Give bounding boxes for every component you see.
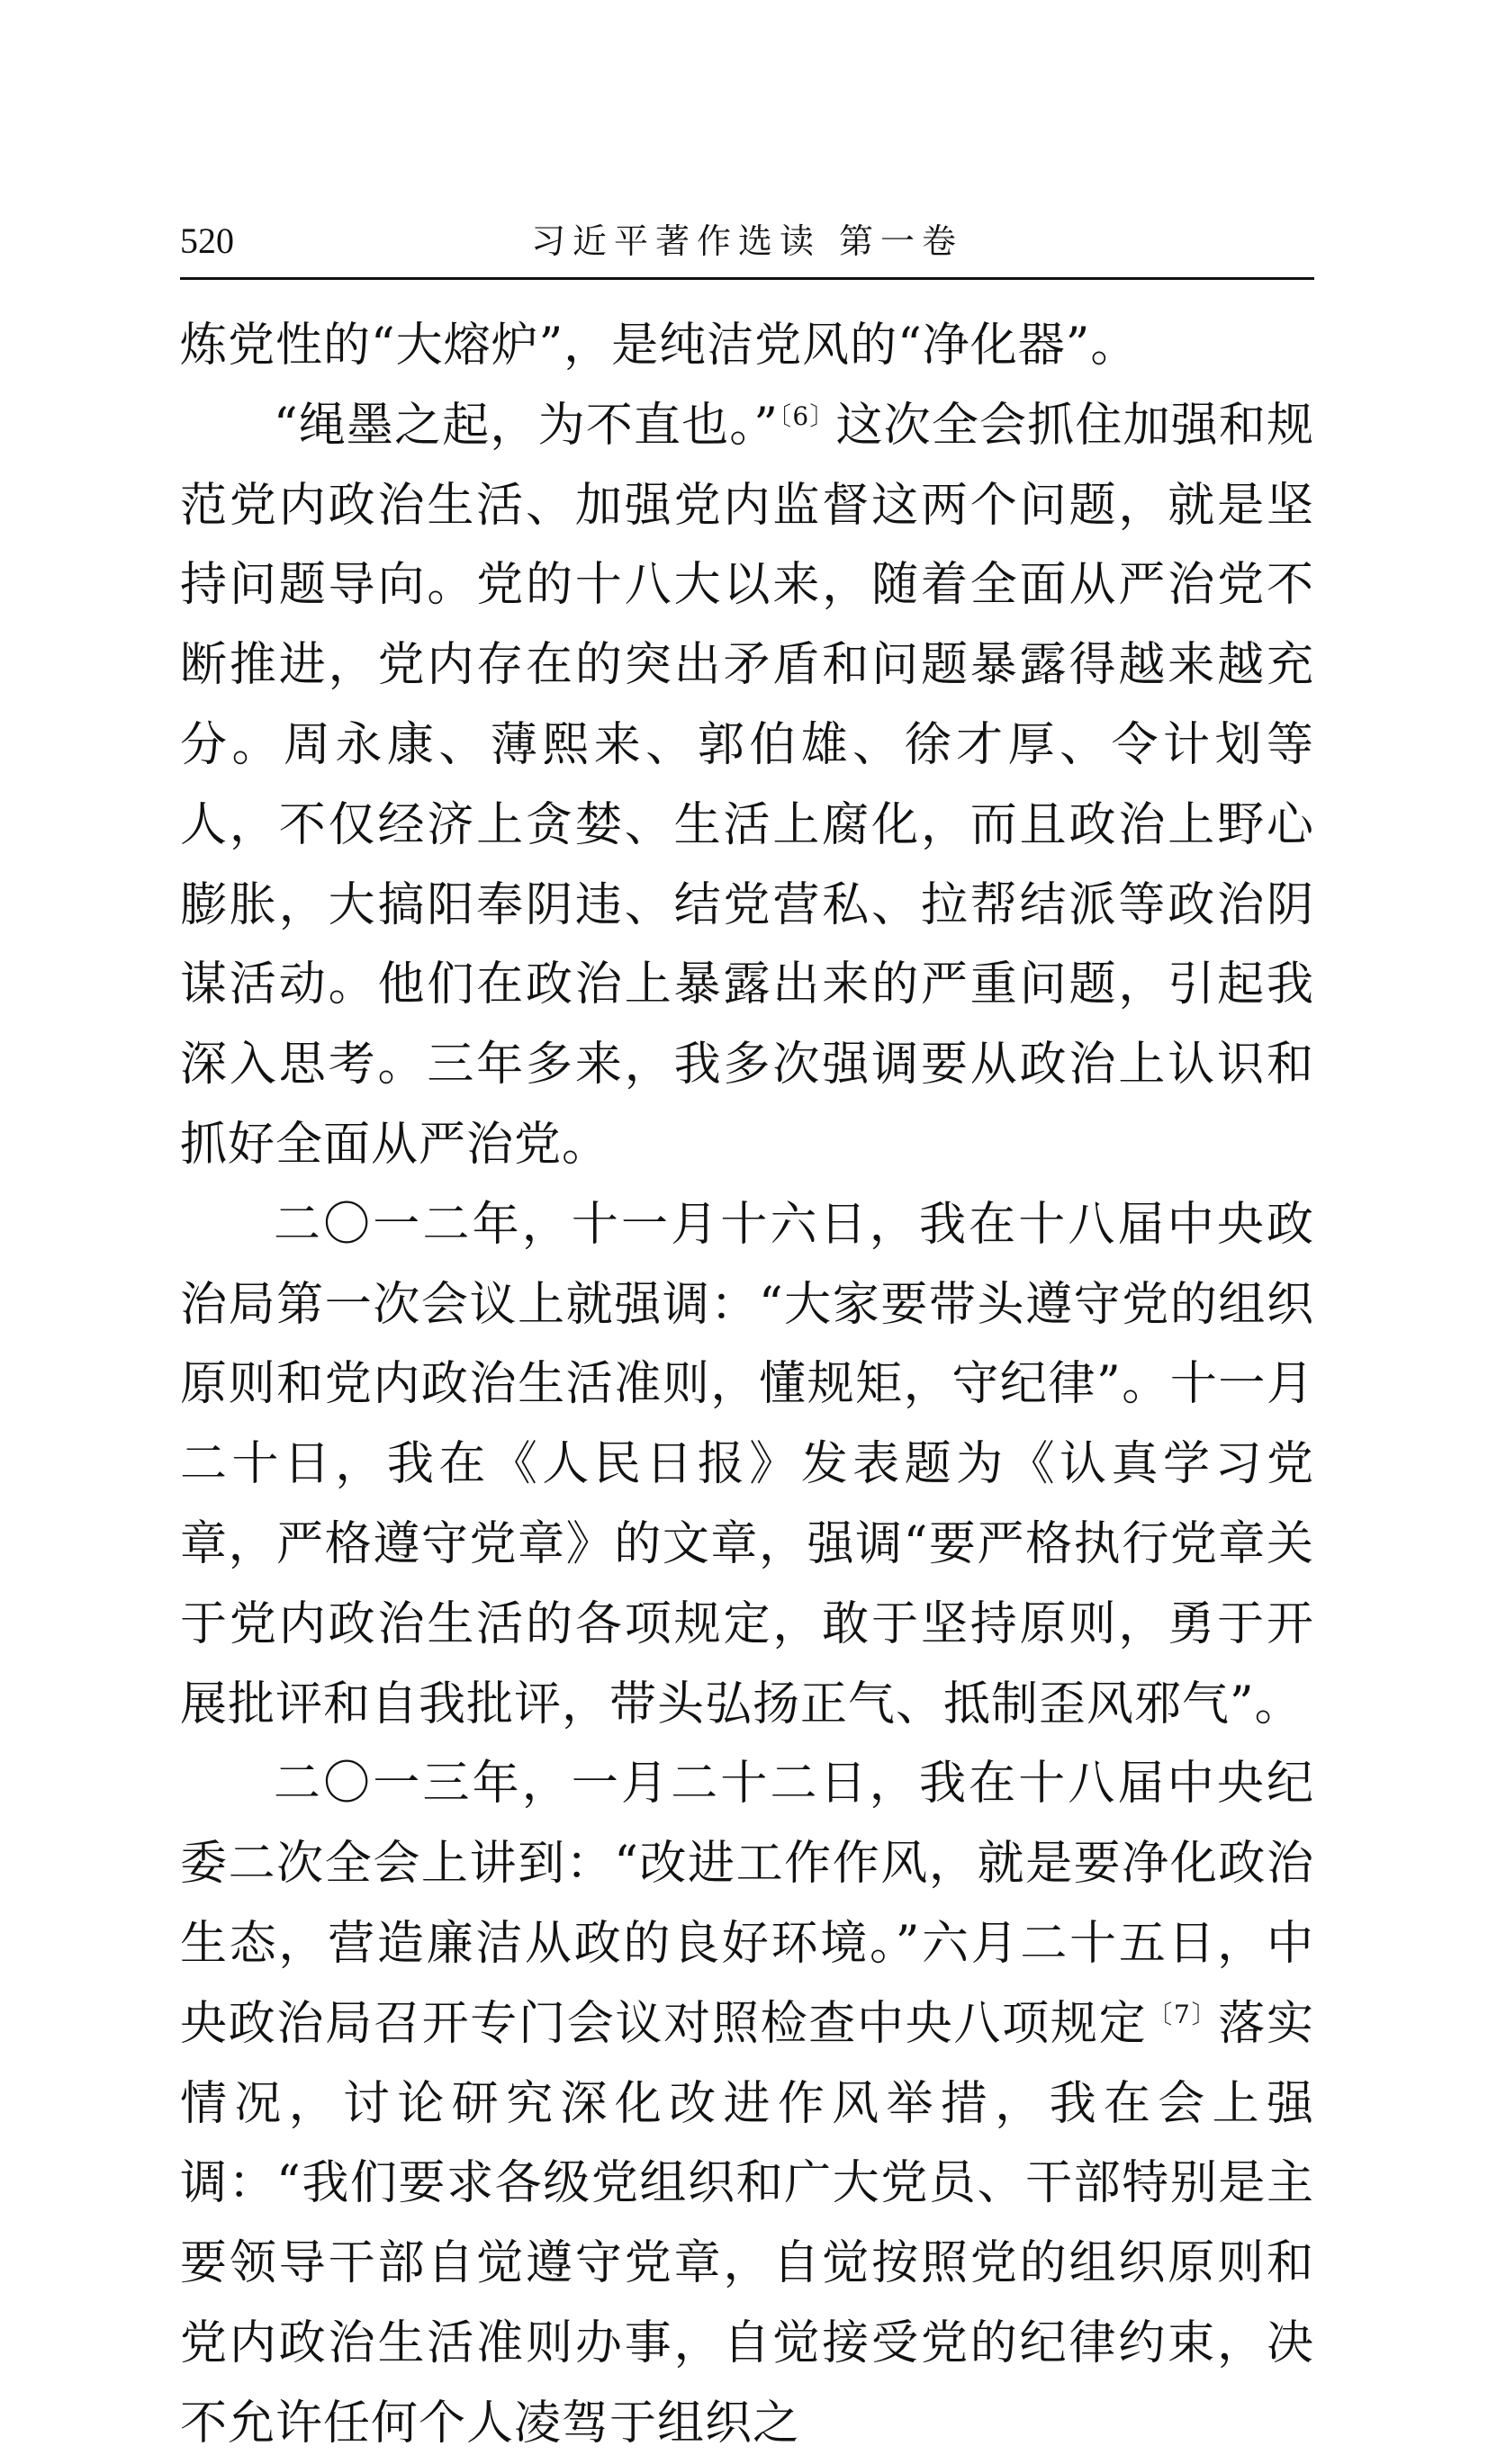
paragraph-2 bbox=[180, 386, 1314, 1185]
paragraph-1: 炼党性的“大熔炉”，是纯洁党风的“净化器”。 bbox=[180, 319, 1139, 373]
paragraph-4 bbox=[180, 1744, 1314, 2463]
paragraph-2-text-b: 这次全会抓住加强和规范党内政治生活、加强党内监督这两个问题，就是坚持问题导向。党的十八大以来，随着全面从严治党不断推进，党内存在的突出矛盾和问题暴露得越来越充分。周永康、薄熙来、郭伯雄、徐才厚、令计划等人，不仅经济上贪婪、生活上腐化，而且政治上野心膨胀，大搞阳奉阴违、结党营私、拉帮结派等政治阴谋活动。他们在政治上暴露出来的严重问题，引起我深入思考。三年多来，我多次强调要从政治上认识和抓好全面从严治党。 bbox=[180, 398, 1314, 1172]
running-title: 习近平著作选读 第一卷 bbox=[530, 221, 964, 261]
body-text bbox=[180, 306, 1314, 2464]
footnote-marker-7: 〔7〕 bbox=[1147, 1999, 1219, 2029]
header-rule bbox=[180, 277, 1314, 280]
page-header bbox=[180, 214, 1314, 268]
paragraph-2-text-a: “绳墨之起，为不直也。” bbox=[274, 398, 779, 453]
paragraph-4-text-b: 落实情况，讨论研究深化改进作风举措，我在会上强调：“我们要求各级党组织和广大党员、干部特别是主要领导干部自觉遵守党章，自觉按照党的组织原则和党内政治生活准则办事，自觉接受党的纪律约束，决不允许任何个人凌驾于组织之 bbox=[180, 1996, 1314, 2451]
paragraph-3: 二〇一二年，十一月十六日，我在十八届中央政治局第一次会议上就强调：“大家要带头遵守党的组织原则和党内政治生活准则，懂规矩，守纪律”。十一月二十日，我在《人民日报》发表题为《认真学习党章，严格遵守党章》的文章，强调“要严格执行党章关于党内政治生活的各项规定，敢于坚持原则，勇于开展批评和自我批评，带头弘扬正气、抵制歪风邪气”。 bbox=[180, 1197, 1314, 1731]
page-number: 520 bbox=[180, 220, 234, 261]
paragraph-4-text-a: 二〇一三年，一月二十二日，我在十八届中央纪委二次全会上讲到：“改进工作作风，就是要净化政治生态，营造廉洁从政的良好环境。”六月二十五日，中央政治局召开专门会议对照检查中央八项规定 bbox=[180, 1757, 1314, 2051]
footnote-marker-6: 〔6〕 bbox=[779, 400, 836, 431]
